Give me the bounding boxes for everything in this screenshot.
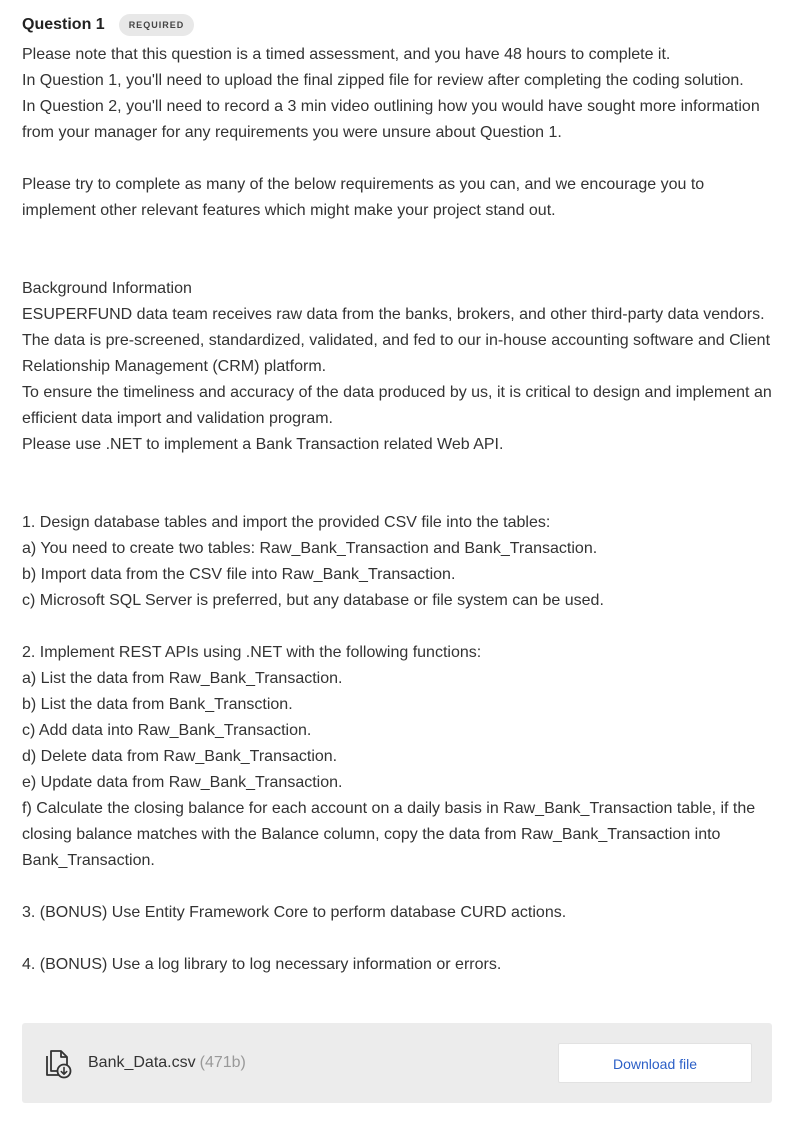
paragraph-timed: Please note that this question is a timed assessment, and you have 48 hours to complete it.: [22, 46, 671, 63]
question-body: [22, 42, 772, 978]
question-container: [22, 12, 772, 978]
paragraph-encourage: Please try to complete as many of the below requirements as you can, and we encourage you to implement other relevant features which might make your project stand out.: [22, 176, 705, 219]
requirement-2a: a) List the data from Raw_Bank_Transaction.: [22, 670, 343, 687]
question-header: [22, 12, 772, 38]
requirement-1a: a) You need to create two tables: Raw_Bank_Transaction and Bank_Transaction.: [22, 540, 598, 557]
attachment-filename: Bank_Data.csv: [88, 1054, 196, 1071]
requirement-1c: c) Microsoft SQL Server is preferred, but any database or file system can be used.: [22, 592, 604, 609]
question-title: Question 1: [22, 16, 105, 33]
attachment-filesize: (471b): [199, 1054, 246, 1071]
paragraph-background: ESUPERFUND data team receives raw data from the banks, brokers, and other third-party data vendors. The data is pre-screened, standardized, validated, and fed to our in-house accounting software and Client Relationship Management (CRM) platform.: [22, 306, 771, 375]
requirement-2d: d) Delete data from Raw_Bank_Transaction.: [22, 748, 338, 765]
download-file-button[interactable]: Download file: [558, 1043, 752, 1083]
requirement-1: 1. Design database tables and import the provided CSV file into the tables:: [22, 514, 551, 531]
paragraph-q2-note: In Question 2, you'll need to record a 3 min video outlining how you would have sought more information from your manager for any requirements you were unsure about Question 1.: [22, 98, 760, 141]
requirement-2c: c) Add data into Raw_Bank_Transaction.: [22, 722, 312, 739]
requirement-2f: f) Calculate the closing balance for each account on a daily basis in Raw_Bank_Transaction table, if the closing balance matches with the Balance column, copy the data from Raw_Bank_Transaction into Bank_Transaction.: [22, 800, 756, 869]
paragraph-timeliness: To ensure the timeliness and accuracy of the data produced by us, it is critical to design and implement an efficient data import and validation program.: [22, 384, 772, 427]
paragraph-q1-note: In Question 1, you'll need to upload the final zipped file for review after completing the coding solution.: [22, 72, 744, 89]
requirement-2b: b) List the data from Bank_Transction.: [22, 696, 293, 713]
requirement-3: 3. (BONUS) Use Entity Framework Core to perform database CURD actions.: [22, 904, 567, 921]
requirement-4: 4. (BONUS) Use a log library to log necessary information or errors.: [22, 956, 502, 973]
attachment-filename-row: [88, 1052, 246, 1074]
required-badge: REQUIRED: [119, 14, 195, 36]
requirement-2: 2. Implement REST APIs using .NET with the following functions:: [22, 644, 482, 661]
requirement-2e: e) Update data from Raw_Bank_Transaction.: [22, 774, 343, 791]
requirement-1b: b) Import data from the CSV file into Raw_Bank_Transaction.: [22, 566, 456, 583]
attachment-card: [22, 1023, 772, 1103]
paragraph-dotnet: Please use .NET to implement a Bank Transaction related Web API.: [22, 436, 504, 453]
background-heading: Background Information: [22, 280, 192, 297]
file-download-icon: [42, 1047, 74, 1079]
